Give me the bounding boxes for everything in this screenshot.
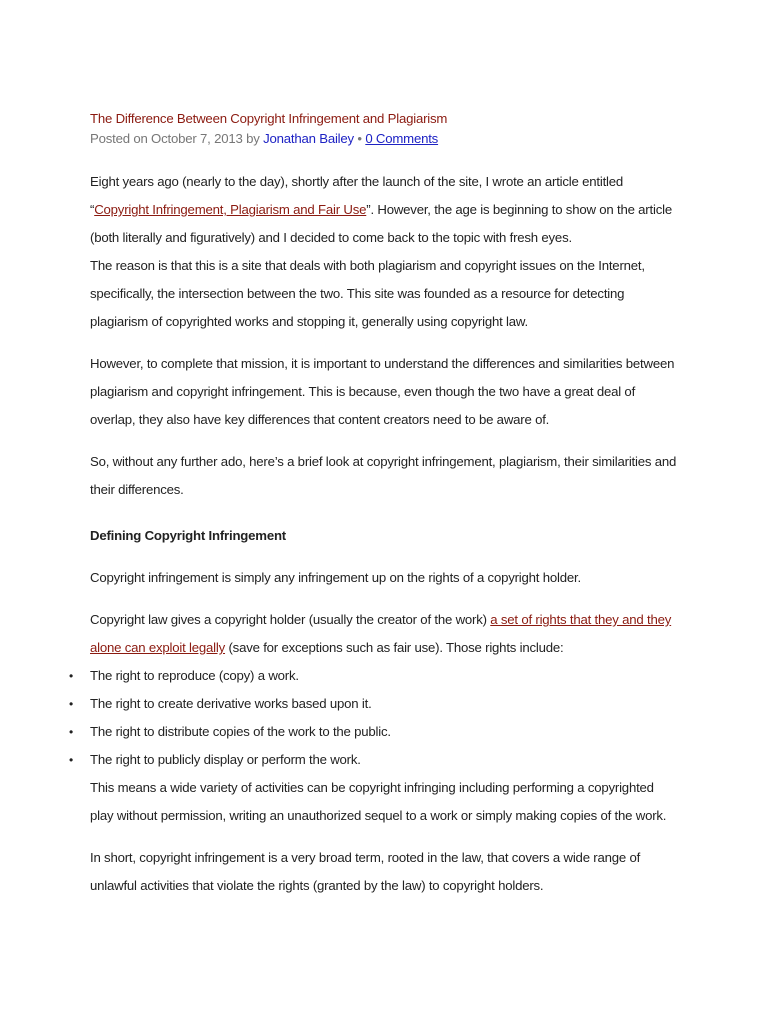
bullet-icon: • <box>68 697 73 711</box>
article <box>68 110 680 900</box>
author-link[interactable]: Jonathan Bailey <box>263 131 354 146</box>
paragraph-summary: In short, copyright infringement is a very broad term, rooted in the law, that covers a wide range of unlawful activities that violate the rights (granted by the law) to copyright holders. <box>90 850 641 893</box>
paragraph-text: (save for exceptions such as fair use). Those rights include: <box>225 640 564 655</box>
rights-list <box>68 662 680 774</box>
list-item <box>68 690 680 718</box>
list-item <box>68 746 680 774</box>
comments-link[interactable]: 0 Comments <box>365 131 439 146</box>
list-item <box>68 718 680 746</box>
paragraph-activities: This means a wide variety of activities can be copyright infringing including performing a copyrighted play without permission, writing an unauthorized sequel to a work or simply making copies of the work. <box>90 780 667 823</box>
list-item-text: The right to publicly display or perform the work. <box>90 752 361 767</box>
paragraph-text: Copyright law gives a copyright holder (usually the creator of the work) <box>90 612 491 627</box>
paragraph-rights-intro <box>90 606 680 662</box>
paragraph-mission: However, to complete that mission, it is important to understand the differences and similarities between plagiarism and copyright infringement. This is because, even though the two have a great deal of overlap, they also have key differences that content creators need to be aware of. <box>90 356 675 427</box>
paragraph-text: Eight years ago (nearly to the day), shortly after the launch of the site, I wrote an article entitled “ <box>90 174 624 217</box>
list-item-text: The right to distribute copies of the work to the public. <box>90 724 391 739</box>
paragraph-text: ”. However, the age is beginning to show on the article (both literally and figuratively) and I decided to come back to the topic with fresh eyes. <box>90 202 672 245</box>
article-link-rights[interactable]: a set of rights that they and they alone can exploit legally <box>90 612 672 655</box>
paragraph-reason: The reason is that this is a site that deals with both plagiarism and copyright issues on the Internet, specifically, the intersection between the two. This site was founded as a resource for detecting plagiarism of copyrighted works and stopping it, generally using copyright law. <box>90 258 645 329</box>
paragraph-intro <box>90 168 680 252</box>
section-heading: Defining Copyright Infringement <box>90 528 286 543</box>
article-meta <box>90 128 680 150</box>
paragraph-overview: So, without any further ado, here’s a brief look at copyright infringement, plagiarism, their similarities and their differences. <box>90 454 677 497</box>
list-item <box>68 662 680 690</box>
paragraph-definition: Copyright infringement is simply any infringement up on the rights of a copyright holder. <box>90 570 581 585</box>
bullet-icon: • <box>68 669 73 683</box>
meta-separator: • <box>353 131 366 146</box>
posted-date: Posted on October 7, 2013 by <box>90 131 264 146</box>
article-link-previous[interactable]: Copyright Infringement, Plagiarism and Fair Use <box>94 202 367 217</box>
article-title[interactable]: The Difference Between Copyright Infringement and Plagiarism <box>90 111 448 126</box>
bullet-icon: • <box>68 725 73 739</box>
list-item-text: The right to create derivative works based upon it. <box>90 696 372 711</box>
list-item-text: The right to reproduce (copy) a work. <box>90 668 299 683</box>
bullet-icon: • <box>68 753 73 767</box>
